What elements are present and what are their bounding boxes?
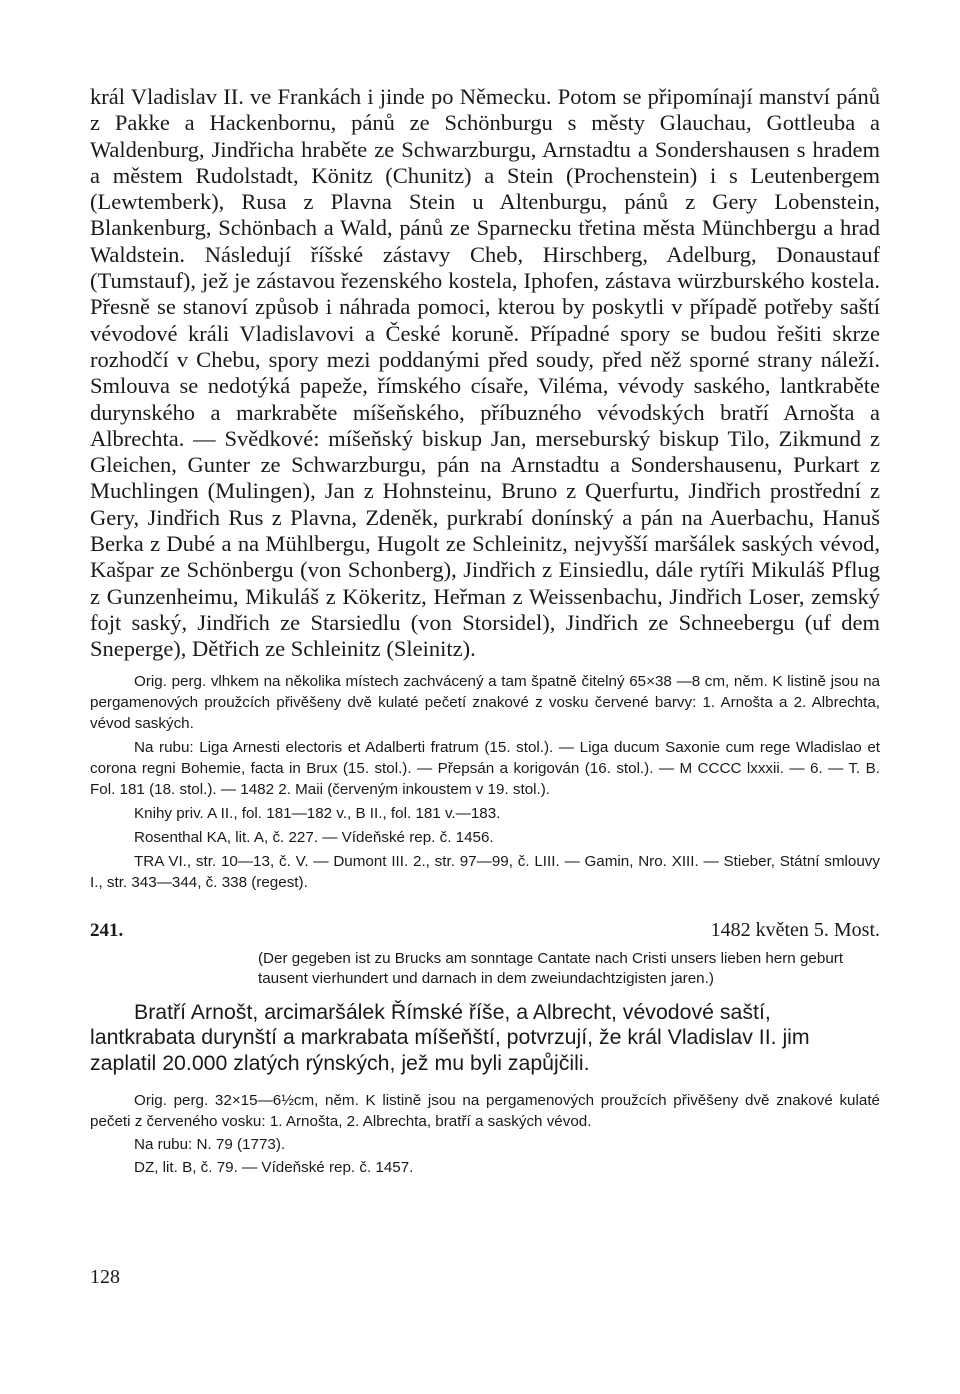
note-references-2: DZ, lit. B, č. 79. — Vídeňské rep. č. 1457. (134, 1159, 414, 1177)
document-number: 241. (90, 919, 124, 941)
note-rosenthal: Rosenthal KA, lit. A, č. 227. — Vídeňské rep. č. 1456. (134, 828, 494, 846)
note-literature: TRA VI., str. 10—13, č. V. — Dumont III. 2., str. 97—99, č. LIII. — Gamin, Nro. XIII. — Stieber, Státní smlouvy I., str. 343—344, č. 338 (regest). (90, 852, 880, 891)
page-number: 128 (90, 1266, 120, 1288)
note-verso: Na rubu: Liga Arnesti electoris et Adalberti fratrum (15. stol.). — Liga ducum Saxonie cum rege Wladislao et corona regni Bohemie, facta in Brux (15. stol.). — Přepsán a korigován (16. stol.). — M CCCC lxxxii. — 6. — T. B. Fol. 181 (18. stol.). — 1482 2. Maii (červeným inkoustem v 19. stol.). (90, 738, 880, 798)
note-privilege-books: Knihy priv. A II., fol. 181—182 v., B II., fol. 181 v.—183. (134, 804, 501, 822)
main-paragraph: král Vladislav II. ve Frankách i jinde po Německu. Potom se připomínají manství pánů z Pakke a Hackenbornu, pánů ze Schönburgu s městy Glauchau, Gottleuba a Waldenburg, Jindřicha hraběte ze Schwarzburgu, Arnstadtu a Sondershausen s hradem a městem Rudolstadt, Könitz (Chunitz) a Stein (Prochenstein) i s Leutenbergem (Lewtemberk), Rusa z Plavna Stein u Altenburgu, pánů z Gery Lobenstein, Blankenburg, Schönbach a Wald, pánů ze Sparnecku třetina města Münchbergu a hrad Waldstein. Následují říšské zástavy Cheb, Hirschberg, Adelburg, Donaustauf (Tumstauf), jež je zástavou řezenského kostela, Iphofen, zástava würzburského kostela. Přesně se stanoví způsob i náhrada pomoci, kterou by poskytli v případě potřeby saští vévodové králi Vladislavovi a České koruně. Případné spory se budou řešiti skrze rozhodčí v Chebu, spory mezi poddanými před soudy, před něž sporné strany náleží. Smlouva se nedotýká papeže, římského císaře, Viléma, vévody saského, lantkraběte durynského a markraběte míšeňského, příbuzného vévodských bratří Arnošta a Albrechta. — Svědkové: míšeňský biskup Jan, merseburský biskup Tilo, Zikmund z Gleichen, Gunter ze Schwarzburgu, pán na Arnstadtu a Sondershausenu, Purkart z Muchlingen (Mulingen), Jan z Hohnsteinu, Bruno z Querfurtu, Jindřich prostřední z Gery, Jindřich Rus z Plavna, Zdeněk, purkrabí donínský a pán na Auerbachu, Hanuš Berka z Dubé a na Mühlbergu, Hugolt ze Schleinitz, nejvyšší maršálek saských vévod, Kašpar ze Schönbergu (von Schonberg), Jindřich z Einsiedlu, dále rytíři Mikuláš Pflug z Gunzenheimu, Mikuláš z Kökeritz, Heřman z Weissenbachu, Jindřich Loser, zemský fojt saský, Jindřich ze Starsiedlu (von Storsidel), Jindřich ze Schneebergu (uf dem Sneperge), Dětřich ze Schleinitz (Sleinitz). (90, 84, 880, 662)
german-dating-clause: (Der gegeben ist zu Brucks am sonntage Cantate nach Cristi unsers lieben hern geburt tausent vierhundert und darnach in dem zweiundachtzigisten jaren.) (258, 949, 844, 988)
archival-notes-1 (90, 671, 880, 893)
note-original-2: Orig. perg. 32×15—6½cm, něm. K listině jsou na pergamenových proužcích přivěšeny dvě znakové kulaté pečeti z červeného vosku: 1. Arnošta, 2. Albrechta, bratří a saských vévod. (90, 1092, 880, 1131)
document-header (90, 918, 880, 943)
document-page (90, 84, 880, 1178)
note-verso-2: Na rubu: N. 79 (1773). (134, 1136, 286, 1154)
archival-notes-2 (90, 1090, 880, 1178)
note-original: Orig. perg. vlhkem na několika místech zachvácený a tam špatně čitelný 65×38 —8 cm, něm. K listině jsou na pergamenových proužcích přivěšeny dvě kulaté pečetí znakové z vosku červené barvy: 1. Arnošta a 2. Albrechta, vévod saských. (90, 672, 880, 732)
document-date: 1482 květen 5. Most. (710, 918, 880, 941)
regest-paragraph: Bratří Arnošt, arcimaršálek Římské říše, a Albrecht, vévodové saští, lantkrabata durynští a markrabata míšeňští, potvrzují, že král Vladislav II. jim zaplatil 20.000 zlatých rýnských, jež mu byli zapůjčili. (90, 999, 810, 1075)
